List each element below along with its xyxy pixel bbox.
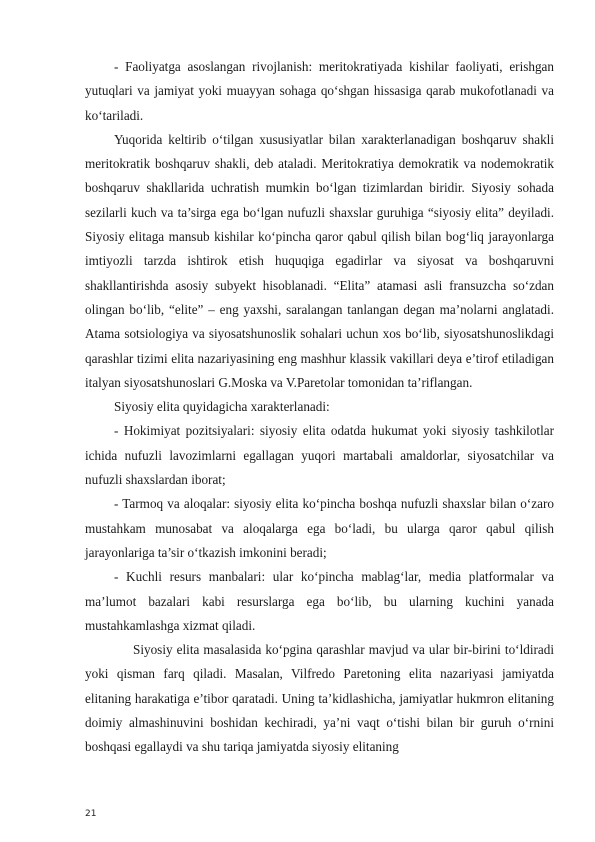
paragraph-merit-based-development: - Faoliyatga asoslangan rivojlanish: meritokratiyada kishilar faoliyati, erishgan yutuqlari va jamiyat yoki muayyan sohaga qo‘shgan hissasiga qarab mukofotlanadi va ko‘tariladi.: [85, 59, 554, 123]
page-number: 21: [85, 809, 97, 819]
paragraph-networks-connections: - Tarmoq va aloqalar: siyosiy elita ko‘pincha boshqa nufuzli shaxslar bilan o‘zaro mustahkam munosabat va aloqalarga ega bo‘ladi, bu ularga qaror qabul qilish jarayonlariga ta’sir o‘tkazish imkonini beradi;: [85, 496, 554, 560]
document-page: [85, 55, 554, 760]
paragraph-pareto-theory: Siyosiy elita masalasida ko‘pgina qarashlar mavjud va ular bir-birini to‘ldiradi yoki qisman farq qiladi. Masalan, Vilfredo Paretoning elita nazariyasi jamiyatda elitaning harakatiga e’tibor qaratadi. Uning ta’kidlashicha, jamiyatlar hukmron elitaning doimiy almashinuvini boshidan kechiradi, ya’ni vaqt o‘tishi bilan bir guruh o‘rnini boshqasi egallaydi va shu tariqa jamiyatda siyosiy elitaning: [85, 642, 554, 755]
paragraph-power-positions: - Hokimiyat pozitsiyalari: siyosiy elita odatda hukumat yoki siyosiy tashkilotlar ichida nufuzli lavozimlarni egallagan yuqori martabali amaldorlar, siyosatchilar va nufuzli shaxslardan iborat;: [85, 423, 554, 488]
paragraph-resource-sources: - Kuchli resurs manbalari: ular ko‘pincha mablag‘lar, media platformalar va ma’lumot bazalari kabi resurslarga ega bo‘lib, bu ularning kuchini yanada mustahkamlashga xizmat qiladi.: [85, 569, 554, 633]
paragraph-elite-characteristics-intro: Siyosiy elita quyidagicha xarakterlanadi:: [114, 399, 330, 415]
paragraph-meritocratic-governance: Yuqorida keltirib o‘tilgan xususiyatlar bilan xarakterlanadigan boshqaruv shakli meritokratik boshqaruv shakli, deb ataladi. Meritokratiya demokratik va nodemokratik boshqaruv shakllarida uchratish mumkin bo‘lgan tizimlardan biridir. Siyosiy sohada sezilarli kuch va ta’sirga ega bo‘lgan nufuzli shaxslar guruhiga “siyosiy elita” deyiladi. Siyosiy elitaga mansub kishilar ko‘pincha qaror qabul qilish bilan bog‘liq jarayonlarga imtiyozli tarzda ishtirok etish huquqiga egadirlar va siyosat va boshqaruvni shakllantirishda asosiy subyekt hisoblanadi. “Elita” atamasi asli fransuzcha so‘zdan olingan bo‘lib, “elite” – eng yaxshi, saralangan tanlangan degan ma’nolarni anglatadi. Atama sotsiologiya va siyosatshunoslik sohalari uchun xos bo‘lib, siyosatshunoslikdagi qarashlar tizimi elita nazariyasining eng mashhur klassik vakillari deya e’tirof etiladigan italyan siyosatshunoslari G.Moska va V.Paretolar tomonidan ta’riflangan.: [85, 131, 554, 390]
